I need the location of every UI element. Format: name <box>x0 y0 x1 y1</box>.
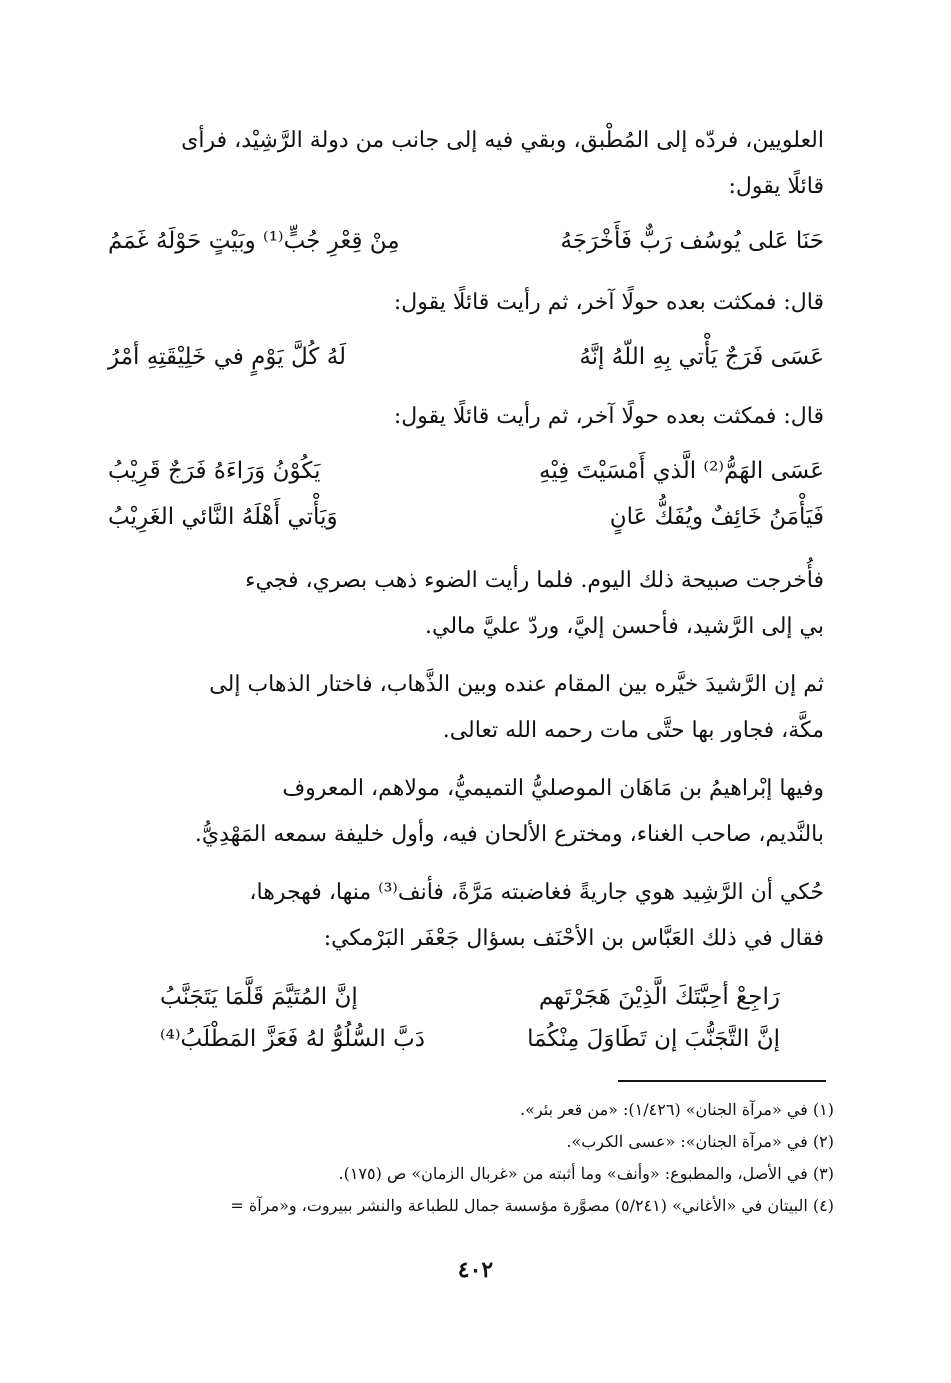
paragraph-1-line-2: بي إلى الرَّشيد، فأحسن إليَّ، وردّ عليَّ مالي. <box>425 614 824 639</box>
footnote-separator <box>618 1080 826 1082</box>
verse-3-second-hemistich: يَكُوْنُ وَرَاءَهُ فَرَجٌ قَرِيْبُ <box>108 458 321 484</box>
paragraph-4-line-1: حُكي أن الرَّشِيد هوي جاريةً فغاضبته مَرَّةً، فأنف⁽³⁾ منها، فهجرها، <box>249 880 824 905</box>
verse-3-first-hemistich: عَسَى الهَمُّ⁽²⁾ الَّذي أَمْسَيْتَ فِيْهِ <box>539 458 824 484</box>
footnote-2: (٢) في «مرآة الجنان»: «عسى الكرب». <box>566 1132 834 1151</box>
verse-2 <box>108 344 824 390</box>
intro-line-1: العلويين، فردّه إلى المُطْبق، وبقي فيه إلى جانب من دولة الرَّشِيْد، فرأى <box>181 128 824 153</box>
footnote-1: (١) في «مرآة الجنان» (١/٤٢٦): «من قعر بئر». <box>520 1100 834 1119</box>
narration-line-1: قال: فمكثت بعده حولًا آخر، ثم رأيت قائلًا يقول: <box>393 290 824 315</box>
verse-5 <box>160 984 780 1030</box>
verse-5-second-hemistich: إنَّ المُتَيَّمَ قَلَّمَا يَتَجَنَّبُ <box>160 984 358 1010</box>
verse-4-second-hemistich: وَيَأْتي أَهْلَهُ النَّائي الغَرِيْبُ <box>108 504 338 530</box>
verse-3 <box>108 458 824 504</box>
verse-2-second-hemistich: لَهُ كُلَّ يَوْمٍ في خَلِيْقَتِهِ أمْرُ <box>108 344 347 370</box>
intro-line-2: قائلًا يقول: <box>728 174 824 199</box>
page-number: ٤٠٢ <box>457 1257 494 1283</box>
verse-5-first-hemistich: رَاجِعْ أحِبَّتَكَ الَّذِيْنَ هَجَرْتَهم <box>538 984 780 1010</box>
paragraph-3-line-1: وفيها إبْراهيمُ بن مَاهَان الموصليُّ التميميُّ، مولاهم، المعروف <box>282 776 824 801</box>
verse-6-first-hemistich: إنَّ التَّجَنُّبَ إن تَطَاوَلَ مِنْكُمَا <box>527 1026 780 1052</box>
verse-1-first-hemistich: حَنَا عَلى يُوسُف رَبٌّ فَأَخْرَجَهُ <box>560 228 824 254</box>
narration-line-2: قال: فمكثت بعده حولًا آخر، ثم رأيت قائلًا يقول: <box>393 404 824 429</box>
verse-1-second-hemistich: مِنْ قِعْرِ جُبٍّ⁽¹⁾ وبَيْتٍ حَوْلَهُ غَمَمُ <box>108 228 400 254</box>
verse-6-second-hemistich: دَبَّ السُّلُوُّ لهُ فَعَزَّ المَطْلَبُ⁽⁴⁾ <box>160 1026 425 1052</box>
paragraph-4-line-2: فقال في ذلك العَبَّاس بن الأحْنَف بسؤال جَعْفَر البَرْمكي: <box>323 926 824 951</box>
paragraph-2-line-1: ثم إن الرَّشيدَ خيَّره بين المقام عنده وبين الذَّهاب، فاختار الذهاب إلى <box>209 672 824 697</box>
paragraph-1-line-1: فأُخرجت صبيحة ذلك اليوم. فلما رأيت الضوء ذهب بصري، فجيء <box>245 568 824 593</box>
footnote-3: (٣) في الأصل، والمطبوع: «وأنف» وما أثبته من «غربال الزمان» ص (١٧٥). <box>338 1164 834 1183</box>
verse-2-first-hemistich: عَسَى فَرَجٌ يَأْتي بِهِ اللّهُ إنَّهُ <box>579 344 824 370</box>
verse-6 <box>160 1026 780 1072</box>
footnote-4: (٤) البيتان في «الأغاني» (٥/٢٤١) مصوَّرة مؤسسة جمال للطباعة والنشر ببيروت، و«مرآة = <box>230 1196 834 1215</box>
paragraph-2-line-2: مكَّة، فجاور بها حتَّى مات رحمه الله تعالى. <box>442 718 824 743</box>
paragraph-3-line-2: بالنَّديم، صاحب الغناء، ومخترع الألحان فيه، وأول خليفة سمعه المَهْدِيُّ. <box>194 822 824 847</box>
verse-4 <box>108 504 824 550</box>
verse-1 <box>108 228 824 274</box>
verse-4-first-hemistich: فَيَأْمَنُ خَائِفٌ ويُفَكُّ عَانٍ <box>609 504 824 530</box>
